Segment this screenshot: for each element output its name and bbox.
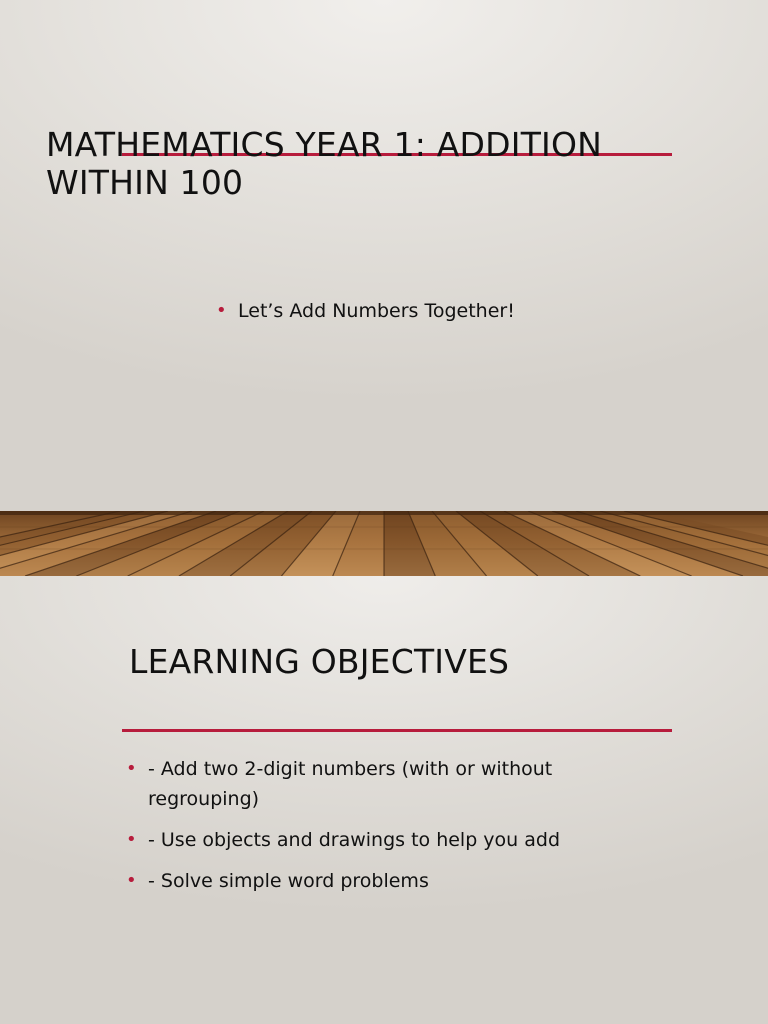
- objective-item: [126, 754, 646, 814]
- bullet-icon: •: [126, 758, 137, 779]
- subtitle-list: [216, 296, 515, 326]
- wooden-floor-image: [0, 511, 768, 576]
- objectives-title: LEARNING OBJECTIVES: [129, 642, 510, 681]
- objectives-list: [126, 754, 646, 907]
- objective-text: - Add two 2-digit numbers (with or without regrouping): [148, 758, 553, 810]
- wood-planks-graphic: [0, 511, 768, 576]
- bullet-icon: •: [126, 829, 137, 850]
- objective-text: - Solve simple word problems: [148, 870, 429, 892]
- objectives-slide: [0, 576, 768, 1024]
- subtitle-text: Let’s Add Numbers Together!: [238, 300, 515, 322]
- objective-text: - Use objects and drawings to help you add: [148, 829, 561, 851]
- objectives-accent-line: [122, 729, 672, 732]
- objective-item: [126, 825, 646, 855]
- bullet-icon: •: [216, 300, 227, 321]
- bullet-icon: •: [126, 870, 137, 891]
- slide-title: MATHEMATICS YEAR 1: ADDITION WITHIN 100: [46, 125, 603, 202]
- subtitle-item: [216, 296, 515, 326]
- objective-item: [126, 866, 646, 896]
